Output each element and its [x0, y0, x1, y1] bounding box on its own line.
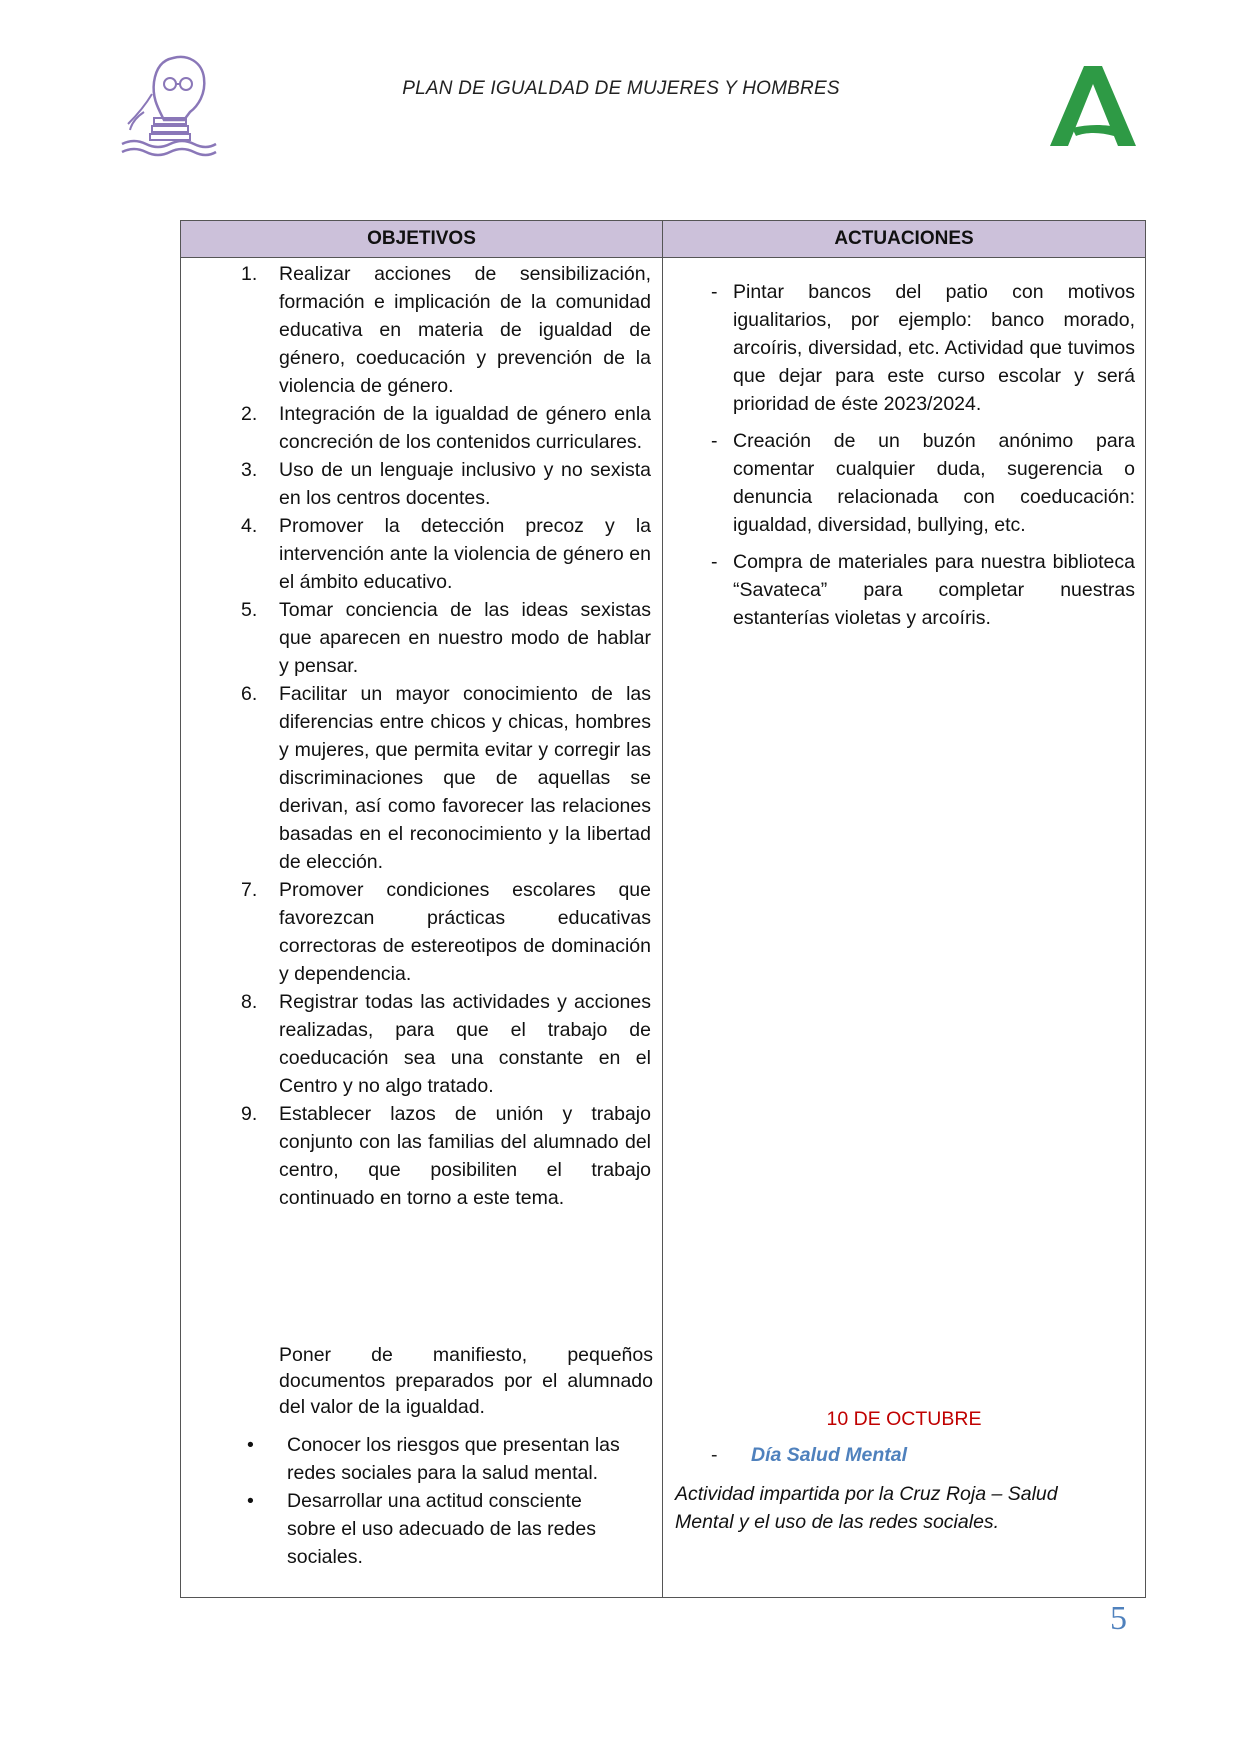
- list-item-text: Facilitar un mayor conocimiento de las diferencias entre chicos y chicas, hombres y mujeres, que permita evitar y corregir las discriminaciones que de aquellas se derivan, así como favorecer las relaciones basadas en el reconocimiento y la libertad de elección.: [279, 683, 651, 873]
- list-item-text: Desarrollar una actitud consciente sobre el uso adecuado de las redes sociales.: [287, 1490, 596, 1568]
- dash-icon: -: [711, 281, 718, 303]
- actuaciones-list: [663, 278, 1145, 641]
- objetivos-note: Poner de manifiesto, pequeños documentos preparados por el alumnado del valor de la igualdad.: [279, 1344, 653, 1418]
- objetivos-bullet-list: [181, 1431, 651, 1571]
- list-item-number: 9.: [241, 1103, 258, 1125]
- list-item: [663, 548, 1145, 632]
- plan-table: [180, 220, 1146, 1598]
- dash-icon: -: [711, 1444, 718, 1466]
- list-item: [181, 400, 651, 456]
- objetivos-cell: [181, 258, 663, 1598]
- bullet-icon: •: [247, 1434, 254, 1456]
- list-item-number: 1.: [241, 263, 258, 285]
- list-item: [663, 427, 1145, 539]
- list-item: [181, 456, 651, 512]
- list-item-number: 6.: [241, 683, 258, 705]
- list-item: [181, 988, 651, 1100]
- list-item-text: Promover condiciones escolares que favorezcan prácticas educativas correctoras de estereotipos de dominación y dependencia.: [279, 879, 651, 985]
- list-item-text: Compra de materiales para nuestra biblioteca “Savateca” para completar nuestras estanterías violetas y arcoíris.: [733, 551, 1135, 629]
- list-item-text: Realizar acciones de sensibilización, formación e implicación de la comunidad educativa en materia de igualdad de género, coeducación y prevención de la violencia de género.: [279, 263, 651, 397]
- list-item: [181, 1487, 651, 1571]
- school-crest-icon: [118, 50, 218, 160]
- page-number: 5: [1110, 1600, 1127, 1637]
- objetivos-list: [181, 260, 651, 1212]
- list-item-text: Establecer lazos de unión y trabajo conjunto con las familias del alumnado del centro, que posibiliten el trabajo continuado en torno a este tema.: [279, 1103, 651, 1209]
- dash-icon: -: [711, 551, 718, 573]
- event-title: [711, 1444, 907, 1467]
- list-item-text: Registrar todas las actividades y acciones realizadas, para que el trabajo de coeducación sea una constante en el Centro y no algo tratado.: [279, 991, 651, 1097]
- list-item-text: Promover la detección precoz y la intervención ante la violencia de género en el ámbito educativo.: [279, 515, 651, 593]
- list-item-number: 8.: [241, 991, 258, 1013]
- list-item: [663, 278, 1145, 418]
- list-item-number: 4.: [241, 515, 258, 537]
- junta-andalucia-a-icon: [1048, 64, 1138, 150]
- list-item: [181, 260, 651, 400]
- list-item: [181, 876, 651, 988]
- list-item: [181, 1100, 651, 1212]
- list-item-number: 7.: [241, 879, 258, 901]
- list-item-number: 2.: [241, 403, 258, 425]
- list-item-text: Integración de la igualdad de género enla concreción de los contenidos curriculares.: [279, 403, 651, 453]
- document-header-title: PLAN DE IGUALDAD DE MUJERES Y HOMBRES: [402, 78, 840, 99]
- list-item: [181, 680, 651, 876]
- event-date: 10 DE OCTUBRE: [826, 1408, 982, 1430]
- list-item-number: 5.: [241, 599, 258, 621]
- list-item: [181, 512, 651, 596]
- list-item-text: Pintar bancos del patio con motivos igualitarios, por ejemplo: banco morado, arcoíris, diversidad, etc. Actividad que tuvimos que dejar para este curso escolar y será prioridad de éste 2023/2024.: [733, 281, 1135, 415]
- list-item-text: Uso de un lenguaje inclusivo y no sexista en los centros docentes.: [279, 459, 651, 509]
- column-header-objetivos: OBJETIVOS: [181, 221, 663, 258]
- list-item-number: 3.: [241, 459, 258, 481]
- bullet-icon: •: [247, 1490, 254, 1512]
- list-item: [181, 596, 651, 680]
- list-item-text: Conocer los riesgos que presentan las redes sociales para la salud mental.: [287, 1434, 620, 1484]
- event-title-text: Día Salud Mental: [751, 1444, 908, 1466]
- dash-icon: -: [711, 430, 718, 452]
- actuaciones-cell: [663, 258, 1146, 1598]
- list-item-text: Creación de un buzón anónimo para comentar cualquier duda, sugerencia o denuncia relacionada con coeducación: igualdad, diversidad, bullying, etc.: [733, 430, 1135, 536]
- list-item-text: Tomar conciencia de las ideas sexistas que aparecen en nuestro modo de hablar y pensar.: [279, 599, 651, 677]
- column-header-actuaciones: ACTUACIONES: [663, 221, 1146, 258]
- list-item: [181, 1431, 651, 1487]
- event-description: Actividad impartida por la Cruz Roja – Salud Mental y el uso de las redes sociales.: [675, 1483, 1058, 1533]
